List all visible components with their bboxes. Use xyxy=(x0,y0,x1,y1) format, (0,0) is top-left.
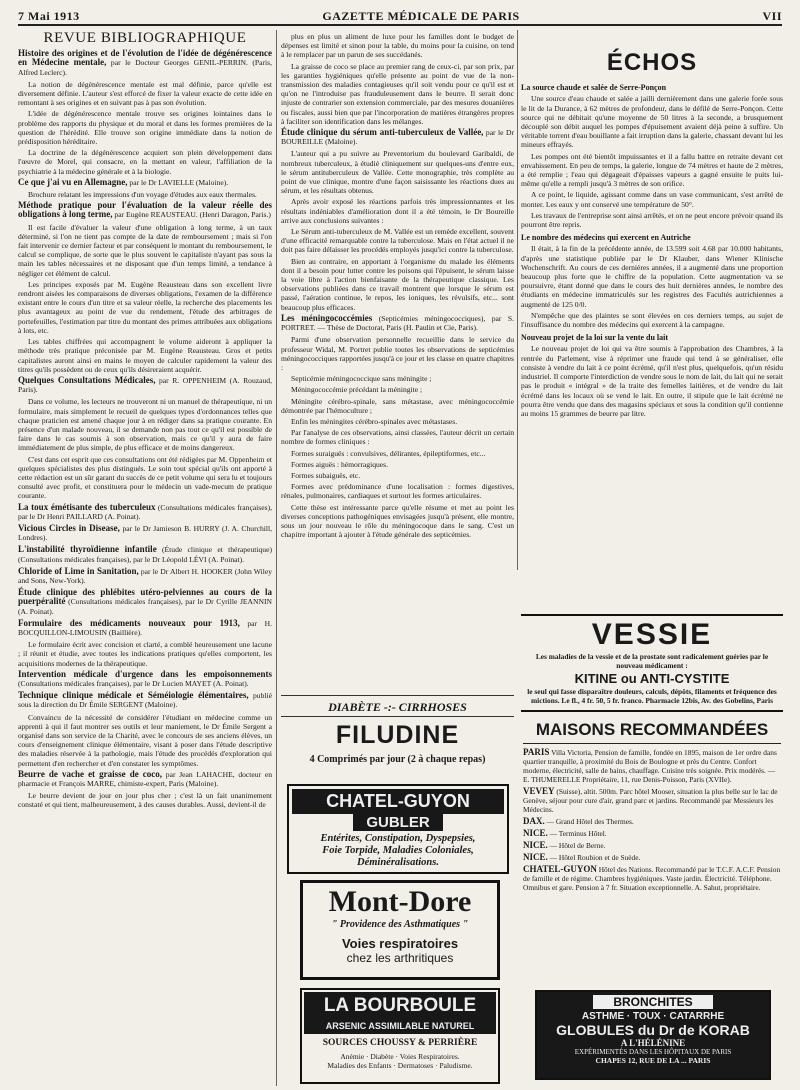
page-number: VII xyxy=(762,9,782,23)
review-paragraph: Le formulaire écrit avec concision et clarté, a comblé heureusement une lacune ; il réunit et étudie, avec toutes les indications pratiques qu'elles comportent, les acquisitions modernes de la thérapeutique. xyxy=(18,640,272,668)
review-entry xyxy=(281,314,514,332)
review-author: (Consultations médicales françaises), par le Dr Cyrille JEANNIN (A. Poinat). xyxy=(18,597,272,616)
review-title: Chloride of Lime in Sanitation, xyxy=(18,565,139,576)
review-title: Ce que j'ai vu en Allemagne, xyxy=(18,176,128,187)
review-author: (Consultations médicales françaises), par le Dr Henri PAILLARD (A. Poinat). xyxy=(18,502,272,521)
review-author: (Consultations médicales françaises), par le Dr Lucien MAYET (A. Poinat). xyxy=(18,679,249,688)
review-paragraph: Par l'analyse de ces observations, ainsi classées, l'auteur décrit un certain nombre de formes cliniques : xyxy=(281,428,514,447)
review-title: Technique clinique médicale et Séméiologie élémentaires, xyxy=(18,690,249,701)
review-title: Formulaire des médicaments nouveaux pour 1913, xyxy=(18,617,240,628)
korab-globules: GLOBULES du Dr de KORAB xyxy=(556,1022,750,1038)
vessie-intro: Les maladies de la vessie et de la prostate sont radicalement guéries par le nouveau médicament : xyxy=(535,652,769,670)
review-paragraph: Après avoir exposé les réactions parfois très impressionnantes et les résultats indéniables d'amélioration dont il a été témoin, le Dr Boureille arrive aux conclusions suivantes : xyxy=(281,197,514,225)
chatel-indication-line: Entérites, Constipation, Dyspepsies, xyxy=(320,833,476,844)
diabete-ad: DIABÈTE -:- CIRRHOSES xyxy=(281,695,514,717)
maison-item xyxy=(523,865,781,892)
review-paragraph: Le beurre devient de jour en jour plus cher ; c'est là un fait unanimement constaté et qui tient, malheureusement, à des causes durables. Aussi, devient-il de xyxy=(18,791,272,810)
echo-paragraph: N'empêche que des plaintes se sont élevées en ces derniers temps, au sujet de l'insuffisance du nombre des médecins qui exercent à la campagne. xyxy=(521,310,783,330)
column-rule xyxy=(517,30,518,570)
maisons-recommandees xyxy=(521,720,783,988)
review-paragraph: Formes avec prédominance d'une localisation : formes digestives, rénales, pulmonaires, cardiaques et surtout les formes articulaires. xyxy=(281,482,514,501)
column-rule xyxy=(276,30,277,1086)
mont-dore-voies: Voies respiratoires xyxy=(341,936,459,951)
maisons-title: MAISONS RECOMMANDÉES xyxy=(523,720,781,744)
maison-city: PARIS xyxy=(523,747,550,757)
review-paragraph: Dans ce volume, les lecteurs ne trouveront ni un manuel de thérapeutique, ni un formulaire, mais simplement le recueil de quelques types d'ordonnances telles que chaque praticien est amené chaque jour à en rédiger dans sa pratique courante. En présence d'un malade nouveau, il se demande non pas tout ce qu'il est possible de faire dans le cas soumis à son observation, mais ce qu'il y aura de faire immédiatement de plus simple, de plus efficace et de moins dangereux. xyxy=(18,397,272,453)
review-paragraph: Formes suraiguës : convulsives, délirantes, épileptiformes, etc... xyxy=(291,448,486,458)
mont-dore-arthritiques: chez les arthritiques xyxy=(346,951,454,965)
vessie-name: VESSIE xyxy=(591,618,713,651)
review-paragraph: Méningite cérébro-spinale, sans métastase, avec méningococcémie démontrée par l'hémoculture ; xyxy=(281,396,514,415)
review-entry xyxy=(18,503,272,521)
review-author: par le Docteur Georges GENIL-PERRIN. (Paris, Alfred Leclerc). xyxy=(18,58,272,77)
review-entry xyxy=(18,770,272,788)
maison-item xyxy=(523,853,781,862)
review-paragraph: Brochure relatant les impressions d'un voyage d'études aux eaux thermales. xyxy=(28,190,257,200)
revue-title: REVUE BIBLIOGRAPHIQUE xyxy=(43,32,247,46)
maison-item xyxy=(523,787,781,814)
vessie-ad xyxy=(521,614,783,712)
review-paragraph: Les tables chiffrées qui accompagnent le volume aideront à appliquer la méthode très pratique préconisée par M. Eugène Reausteau. Gros et petits capitalistes auront ainsi en mains le moyen de calculer rapidement la valeur des titres qu'ils possèdent ou de ceux qu'ils désireraient acquérir. xyxy=(18,337,272,374)
filudine-ad xyxy=(281,717,514,777)
echos-sections xyxy=(521,83,783,418)
review-title: La toux émétisante des tuberculeux xyxy=(18,501,156,512)
maison-city: NICE. xyxy=(523,852,548,862)
maison-city: CHATEL-GUYON xyxy=(523,864,597,874)
review-title: Histoire des origines et de l'évolution de l'idée de dégénérescence en Médecine mentale, xyxy=(18,48,272,68)
filudine-dosage: 4 Comprimés par jour (2 à chaque repas) xyxy=(309,754,486,765)
maison-city: NICE. xyxy=(523,828,548,838)
review-paragraph: Le Sérum anti-tuberculeux de M. Vallée est un remède excellent, souvent d'une efficacité remarquable contre la tuberculose. Mais en l'état actuel il ne doit pas faire délaisser les procédés employés jusqu'ici contre la tuberculose. xyxy=(281,227,514,255)
filudine-name: FILUDINE xyxy=(335,721,460,749)
review-paragraph: C'est dans cet esprit que ces consultations ont été rédigées par M. Oppenheim et quelques spécialistes des plus distingués. Le soin tout spécial qu'ils ont apporté à cette rédaction est un sûr garant du succès de ce petit volume qui sera lu et toujours consulté avec profit, et constituera pour le médecin un vade-mecum de pratique courante. xyxy=(18,454,272,501)
la-bourboule-ad xyxy=(300,988,500,1084)
review-paragraph: Cette thèse est intéressante parce qu'elle résume et met au point les diverses conceptions pathogéniques envisagées jusqu'à présent, elle montre, sous un jour nouveau le rôle du méningocoque dans le sang. C'est un chapitre important à ajouter à l'étude générale des septicémies. xyxy=(281,502,514,540)
review-paragraph: Il est facile d'évaluer la valeur d'une obligation à long terme, à un taux déterminé, si l'on ne tient pas compte de la date de remboursement ; mais si l'on fait intervenir ce dernier facteur et par conséquent le montant du remboursement, le calcul se complique, de sorte que le plus souvent le capitaliste n'ayant pas sous la main les tables nécessaires et ne disposant que d'un temps limité, a tendance à négliger cet élément de calcul. xyxy=(18,222,272,278)
echo-paragraph: A ce point, le liquide, agissant comme dans un vase communicant, s'est arrêté de monter. Les eaux y ont conservé une température de 50°. xyxy=(521,190,783,209)
review-title: Les méningococcémies xyxy=(281,312,373,323)
korab-experimentes: EXPÉRIMENTÉS DANS LES HÔPITAUX DE PARIS xyxy=(574,1048,732,1056)
review-author: par Eugène REAUSTEAU. (Henri Daragon, Paris.) xyxy=(112,210,271,220)
revue-entries xyxy=(18,49,272,809)
echos-title: ÉCHOS xyxy=(606,49,698,76)
echo-paragraph: Les pompes ont été bientôt impuissantes et il a fallu battre en retraite devant cet envahissement. En peu de temps, la galerie, longue de 74 mètres et haute de 2 mètres, a été remplie ; l'eau qui dégageait d'épaisses vapeurs a gagné ensuite le puits lui-même qu'elle a rempli jusqu'à 3 mètres de son orifice. xyxy=(521,151,783,189)
echo-paragraph: Les travaux de l'entreprise sont ainsi arrêtés, et on ne peut encore prévoir quand ils pourront être repris. xyxy=(521,210,783,230)
review-entry xyxy=(18,670,272,688)
review-entry xyxy=(18,376,272,394)
maison-city: NICE. xyxy=(523,840,548,850)
middle-entries xyxy=(281,128,514,539)
review-author: par le Dr Albert H. HOOKER (John Wiley and Sons, New-York). xyxy=(18,566,272,585)
vessie-details: le seul qui fasse disparaître douleurs, calculs, dépôts, filaments et fréquence des mictions. Le fl., 4 fr. 50, 5 fr. franco. Pharmacie 12bis, Av. des Gobelins, Paris xyxy=(527,687,777,705)
review-paragraph: Convaincu de la nécessité de considérer l'étudiant en médecine comme un apprenti à qui il faut montrer ses outils et leur maniement, le Dr Émile Sergent a organisé dans son service de la Charité, avec le concours de ses anciens élèves, un cours d'enseignement clinique élémentaire, visant à poser dans l'étude descriptive des maladies réservée à la pathologie, mais l'étude des procédés d'exploration qui permettent d'en rechercher et d'en constater les symptômes. xyxy=(18,712,272,768)
maisons-list xyxy=(523,748,781,892)
maison-text: — Hôtel Roubion et de Suède. xyxy=(549,853,641,862)
maison-text: — Grand Hôtel des Thermes. xyxy=(546,817,634,826)
review-title: Vicious Circles in Disease, xyxy=(18,522,120,533)
echo-paragraph: Le nouveau projet de loi qui va être soumis à l'approbation des Chambres, à la rentrée du Parlement, vise à réprimer une fraude qui tend à se généraliser, elle consiste à vendre du lait à ce point écrémé, qu'il n'est plus, quelquefois, qu'un résidu industriel. Il comporte l'interdiction de vendre sous le nom de lait, du lait qui ne serait pas le produit « intégral » de la traite des femelles laitières, et de vendre du lait écrémé dans les locaux où se vend le lait. En outre, il stipule que le lait écrémé ne pourra être vendu que dans des magasins spéciaux et sous la condition qu'il contienne au moins 15 grammes de beurre par litre. xyxy=(521,344,783,418)
page-header xyxy=(18,4,782,26)
la-bourboule-sources: SOURCES CHOUSSY & PERRIÈRE xyxy=(322,1038,478,1048)
la-bourboule-indications-2: Maladies des Enfants · Dermatoses · Paludisme. xyxy=(327,1061,473,1070)
maison-text: — Hôtel de Berne. xyxy=(549,841,606,850)
review-entry xyxy=(18,691,272,709)
maison-city: VEVEY xyxy=(523,786,555,796)
review-author: par H. BOCQUILLON-LIMOUSIN (Baillière). xyxy=(18,618,272,637)
review-entry xyxy=(281,128,514,146)
maison-item xyxy=(523,841,781,850)
la-bourboule-arsenic: ARSENIC ASSIMILABLE NATUREL xyxy=(304,1020,496,1034)
paragraph: plus en plus un aliment de luxe pour les familles dont le budget de dépenses est limité et sinon pour la table, du moins pour la cuisine, on tend à le remplacer par un parun de ses succédanés. xyxy=(281,32,514,60)
la-bourboule-name: LA BOURBOULE xyxy=(304,992,496,1020)
review-paragraph: L'idée de dégénérescence mentale trouve ses origines lointaines dans le problème des rapports du physique et du moral et dans les formes premières de la question de l'hérédité. Elle trouve son origine immédiate dans la notion de prédisposition héréditaire. xyxy=(18,109,272,147)
mont-dore-ad xyxy=(300,880,500,980)
review-title: Quelques Consultations Médicales, xyxy=(18,374,156,385)
review-author: par le Dr Jamieson B. HURRY (J. A. Churchill, Londres). xyxy=(18,523,272,543)
chatel-guyon-gubler-ad xyxy=(287,784,509,874)
review-title: Étude clinique des phlébites utéro-pelviennes au cours de la puerpéralité xyxy=(18,587,272,607)
review-author: (Septicémies méningococciques), par S. PORTRET. — Thèse de Doctorat, Paris (H. Paulin et Cie, Paris). xyxy=(281,313,514,333)
maison-city: DAX. xyxy=(523,816,545,826)
middle-column xyxy=(281,32,514,692)
echo-paragraph: Il était, à la fin de la précédente année, de 13.599 soit 4.68 par 10.000 habitants, d'après une statistique publiée par le Dr Klauber, dans Wiener Klinische Wochenschrift. Au cours de ces dernières années, il a augmenté dans une proportion beaucoup plus forte que le chiffre de la population. Cette augmentation va se poursuivre, étant donné que dans le cours des huit dernières années, le nombre des étudiants en médecine immatriculés sur les registres des Facultés autrichiennes a augmenté de 125 0/0. xyxy=(521,244,783,309)
review-entry xyxy=(18,619,272,637)
review-entry xyxy=(18,201,272,219)
maison-item xyxy=(523,817,781,826)
maison-item xyxy=(523,829,781,838)
review-title: Méthode pratique pour l'évaluation de la valeur réelle des obligations à long terme, xyxy=(18,200,272,220)
echo-heading: La source chaude et salée de Serre-Ponçon xyxy=(521,83,667,93)
echos-column xyxy=(521,32,783,572)
review-entry xyxy=(18,545,272,563)
review-author: (Étude clinique et thérapeutique) (Consultations médicales françaises), par le Dr Léopold LÉVI (A. Poinat). xyxy=(18,545,272,564)
review-entry xyxy=(18,524,272,542)
chatel-indication-line: Foie Torpide, Maladies Coloniales, xyxy=(322,845,474,856)
review-author: par le Dr LAVIELLE (Maloine). xyxy=(127,177,229,187)
review-paragraph: Bien au contraire, en apportant à l'organisme du malade les éléments dont il a besoin pour lutter contre les poisons qui l'épuisent, le sérum laisse la voie libre à l'action bienfaisante de la thérapeutique classique. Les observations publiées dans ce travail montrent que lorsque le sérum est passé, l'aération continue, le repos, les ioniques, les révulsifs, etc... sont beaucoup plus efficaces. xyxy=(281,256,514,312)
review-author: publié sous la direction du Dr Émile SERGENT (Maloine). xyxy=(18,691,272,710)
review-paragraph: Formes subaiguës, etc. xyxy=(291,470,361,480)
review-title: L'instabilité thyroïdienne infantile xyxy=(18,544,157,555)
review-paragraph: Parmi d'une observation personnelle recueillie dans le service du professeur Widal, M. Portret publie toutes les observations de septicémies méningococciques rapportées jusqu'à ce jour et les classe en quatre chapitres : xyxy=(281,335,514,372)
revue-column xyxy=(18,32,272,1086)
maison-text: (Suisse), altit. 500m. Parc hôtel Mooser, situation la plus belle sur le lac de Genève, séjour pour cure d'air, grand parc et jardins. Recommandé par Messieurs les Médecins. xyxy=(523,787,778,814)
chatel-indications xyxy=(292,833,504,869)
korab-ad xyxy=(535,990,771,1080)
review-author: par Jean LAHACHE, docteur en pharmacie et François MARRE, chimiste-expert, Paris (Maloine). xyxy=(18,769,272,789)
korab-bronchites: BRONCHITES xyxy=(593,995,713,1009)
issue-date: 7 Mai 1913 xyxy=(18,9,80,23)
paragraph: La graisse de coco se place au premier rang de ceux-ci, par son prix, par les garanties hygiéniques qu'elle présente au point de vue de la non-transmission des maladies contagieuses qu'il soit vendu pour ce qu'il est et qu'on ne l'introduise pas frauduleusement dans le beurre. Il serait donc injuste de contrarier son extension commerciale, par des mesures douanières ou fiscales, aussi bien que par l'incorporation de matières étrangères propres à faciliter son identification dans les mélanges. xyxy=(281,61,514,126)
chatel-indication-line: Déminéralisations. xyxy=(357,857,439,868)
review-paragraph: L'auteur qui a pu suivre au Preventorium du boulevard Garibaldi, de nombreux tuberculeux, à étudié cliniquement sur quelques-uns d'entre eux, le sérum antituberculeux de Vallée. Cette monographie, très complète au point de vue clinique, montre d'une façon saisissante les réactions dues au sérum, et les résultats obtenus. xyxy=(281,149,514,196)
echo-heading: Le nombre des médecins qui exercent en Autriche xyxy=(521,233,691,243)
review-paragraph: Formes aiguës : hémorragiques. xyxy=(291,459,389,469)
review-author: par R. OPPENHEIM (A. Rouzaud, Paris). xyxy=(18,375,272,395)
maison-text: Hôtel des Nations. Recommandé par le T.C.F. A.C.F. Pension de famille et de régime. Chambres hygiéniques. Vaste jardin. Électricité. Téléphone. Omnibus et gare. Pension à 7 fr. Situation exceptionnelle. A. Sahut, propriétaire. xyxy=(523,865,781,892)
maison-text: Villa Victoria, Pension de famille, fondée en 1895, maison de 1er ordre dans quartier tranquille, à proximité du Bois de Boulogne et près du Centre. Confort moderne, électricité, salle de bains, chauffage. Cuisine très soignée. Prix modérés. — E. THUMERELLE Propriétaire, 11, rue Denis-Poisson, Paris (XVIIe). xyxy=(523,748,777,784)
review-entry xyxy=(18,567,272,585)
continued-text xyxy=(281,32,514,126)
chatel-guyon-name: CHATEL-GUYON xyxy=(292,789,504,814)
review-paragraph: Méningococcémie précédant la méningite ; xyxy=(291,385,423,395)
korab-indications: ASTHME · TOUX · CATARRHE xyxy=(581,1011,725,1022)
la-bourboule-indications-1: Anémie · Diabète · Voies Respiratoires. xyxy=(340,1052,460,1061)
kitine-name: KITINE ou ANTI-CYSTITE xyxy=(574,671,730,686)
review-paragraph: Septicémie méningococcique sans méningite ; xyxy=(291,374,432,384)
review-entry xyxy=(18,178,272,187)
review-title: Étude clinique du sérum anti-tuberculeux de Vallée, xyxy=(281,127,484,138)
review-paragraph: La doctrine de la dégénérescence acquiert son plein développement dans l'œuvre de Morel, qui consacre, en la mettant en valeur, l'affiliation de la psychiatrie à la médecine générale et à la biologie. xyxy=(18,148,272,176)
review-entry xyxy=(18,588,272,616)
echo-heading: Nouveau projet de la loi sur la vente du lait xyxy=(521,333,669,343)
journal-title: GAZETTE MÉDICALE DE PARIS xyxy=(322,9,520,23)
maison-text: — Terminus Hôtel. xyxy=(549,829,607,838)
mont-dore-slogan: " Providence des Asthmatiques " xyxy=(331,919,469,930)
maison-item xyxy=(523,748,781,784)
review-paragraph: Les principes exposés par M. Eugène Reausteau dans son excellent livre rendront aisées les comparaisons de diverses obligations, l'examen de la différence existant entre le cours d'un titre et sa valeur réelle, la recherche des placements les plus avantageux au point de vue du rendement, l'étude des arbitrages de portefeuilles, l'estimation par titre du montant des primes attribuées aux obligations à lots, etc. xyxy=(18,279,272,335)
korab-helenine: A L'HÉLÉNINE xyxy=(620,1038,686,1048)
echo-paragraph: Une source d'eau chaude et salée a jailli dernièrement dans une galerie forée sous le lit de la Durance, à 62 mètres de profondeur, dans le défilé de Serre-Ponçon. Cette source qui ne débitait qu'une moyenne de 50 litres à la seconde, a brusquement découplé son débit auquel les pompes d'épuisement avaient déjà peine à suffire. Un véritable torrent d'eau bouillante a fait irruption dans la galerie, chassant devant lui les mineurs effrayés. xyxy=(521,94,783,150)
review-paragraph: Enfin les méningites cérébro-spinales avec métastases. xyxy=(291,416,458,426)
review-author: par le Dr BOUREILLE (Maloine). xyxy=(281,128,514,147)
review-paragraph: La notion de dégénérescence mentale est mal définie, parce qu'elle est diversement définie. L'auteur s'est efforcé de fixer la valeur exacte de cette idée en remontant à ses origines et en suivant pas à pas son évolution. xyxy=(18,79,272,108)
korab-address: CHAPES 12, RUE DE LA ... PARIS xyxy=(595,1056,711,1065)
review-title: Beurre de vache et graisse de coco, xyxy=(18,768,163,779)
review-entry xyxy=(18,49,272,77)
mont-dore-name: Mont-Dore xyxy=(328,885,472,918)
gubler-name: GUBLER xyxy=(353,814,443,831)
review-title: Intervention médicale d'urgence dans les empoisonnements xyxy=(18,668,272,679)
